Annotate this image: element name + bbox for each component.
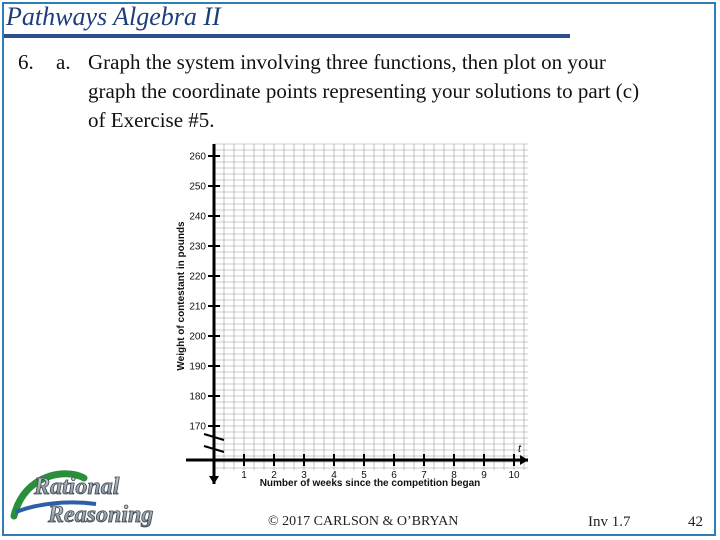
graph-container	[168, 138, 538, 503]
y-tick-label: 220	[189, 271, 206, 283]
y-tick-label: 250	[189, 181, 206, 193]
y-tick-label: 180	[189, 391, 206, 403]
footer-investigation: Inv 1.7	[588, 514, 631, 530]
y-tick-labels	[189, 152, 206, 433]
x-tick-label: 1	[241, 470, 247, 481]
y-tick-label: 200	[189, 331, 206, 343]
y-tick-label: 230	[189, 241, 206, 253]
page-title: Pathways Algebra II	[6, 2, 221, 31]
x-tick-label: 8	[451, 470, 457, 481]
x-tick-label: 2	[271, 470, 277, 481]
y-axis-arrow	[209, 476, 219, 484]
x-tick-label: 10	[508, 470, 520, 481]
grid-lines	[214, 144, 528, 470]
header-bar	[4, 0, 570, 38]
y-axis-label: Weight of contestant in pounds	[176, 221, 187, 371]
question-text: Graph the system involving three functions, then plot on your graph the coordinate points representing your solutions to part (c) of Exercise #5.	[88, 50, 640, 132]
y-tick-label: 170	[189, 421, 206, 433]
x-axis-label: Number of weeks since the competition began	[259, 478, 481, 489]
rational-reasoning-logo	[6, 464, 176, 533]
x-tick-label: 9	[481, 470, 487, 481]
x-tick-label: 5	[361, 470, 367, 481]
y-tick-label: 190	[189, 361, 206, 373]
plot-area	[214, 144, 528, 470]
y-tick-label: 240	[189, 211, 206, 223]
x-axis-variable: t	[518, 443, 522, 455]
logo-line1: Rational	[34, 474, 120, 500]
graph-svg	[168, 138, 538, 498]
x-tick-label: 4	[331, 470, 337, 481]
footer-copyright: © 2017 CARLSON & O’BRYAN	[268, 514, 459, 529]
y-tick-label: 210	[189, 301, 206, 313]
footer-page-number: 42	[688, 514, 703, 530]
x-tick-label: 3	[301, 470, 307, 481]
x-tick-label: 7	[421, 470, 427, 481]
question-number: 6.	[18, 50, 34, 74]
logo-graphic	[6, 464, 176, 528]
y-tick-label: 260	[189, 151, 206, 163]
logo-line2: Reasoning	[48, 502, 154, 528]
x-tick-label: 6	[391, 470, 397, 481]
question-part: a.	[56, 50, 71, 74]
